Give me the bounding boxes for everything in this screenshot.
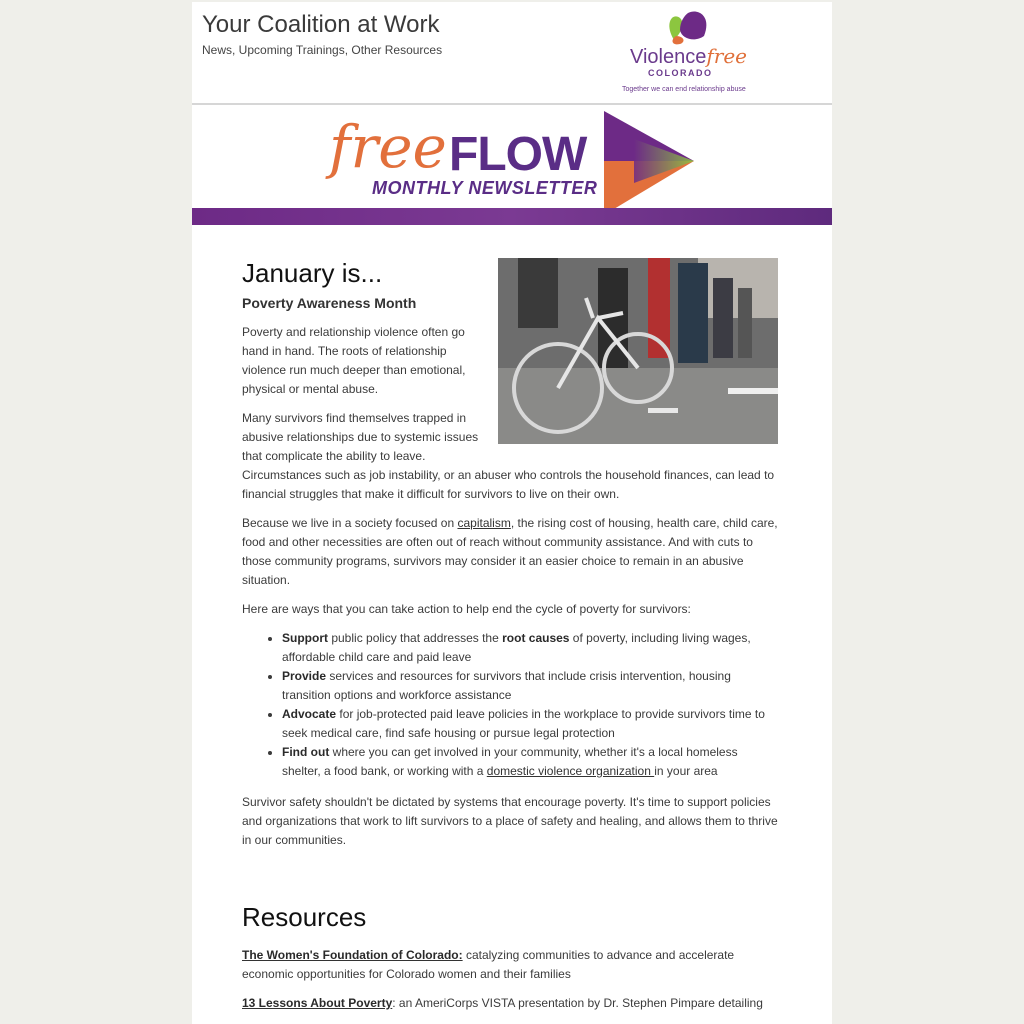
capitalism-link[interactable]: capitalism bbox=[457, 516, 511, 530]
poverty-lessons-link[interactable]: 13 Lessons About Poverty bbox=[242, 996, 393, 1010]
article-paragraph: Here are ways that you can take action to help end the cycle of poverty for survivors: bbox=[242, 602, 691, 616]
bicycle-crowd-image bbox=[498, 258, 778, 444]
list-item: • Provide services and resources for survivors that include crisis intervention, housing transition options and workforce assistance bbox=[282, 667, 778, 705]
resource-item: 13 Lessons About Poverty: an AmeriCorps VISTA presentation by Dr. Stephen Pimpare detailing bbox=[242, 996, 763, 1010]
article-subheading: Poverty Awareness Month bbox=[242, 295, 417, 311]
action-list bbox=[242, 629, 778, 781]
article-paragraph: Poverty and relationship violence often go hand in hand. The roots of relationship violence run much deeper than emotional, physical or mental abuse. bbox=[242, 325, 466, 396]
logo-state: COLORADO bbox=[648, 68, 713, 78]
banner-free-text: free bbox=[329, 113, 447, 181]
article-paragraph: Survivor safety shouldn't be dictated by systems that encourage poverty. It's time to support policies and organizations that work to lift survivors to a place of safety and healing, and allows them to thrive in our communities. bbox=[242, 795, 778, 847]
list-item: • Find out where you can get involved in your community, whether it's a local homeless shelter, a food bank, or working with a domestic violence organization in your area bbox=[282, 743, 778, 781]
list-item: • Support public policy that addresses the root causes of poverty, including living wages, affordable child care and paid leave bbox=[282, 629, 778, 667]
article-paragraph: Many survivors find themselves trapped in abusive relationships due to systemic issues that complicate the ability to leave. Circumstances such as job instability, or an abuser who controls the household finances, can lead to financial struggles that make it difficult for survivors to live on their own. bbox=[242, 411, 775, 501]
play-arrow-icon bbox=[604, 111, 696, 217]
bicycle-photo bbox=[498, 258, 778, 444]
article-heading: January is... bbox=[242, 258, 383, 288]
article-paragraph: Because we live in a society focused on capitalism, the rising cost of housing, health care, child care, food and other necessities are often out of reach without community assistance. And with cuts to those community programs, survivors may consider it an easier choice to remain in an abusive situation. bbox=[242, 516, 778, 587]
freeflow-banner bbox=[192, 105, 832, 225]
banner-stripe bbox=[192, 208, 832, 225]
list-item: • Advocate for job-protected paid leave policies in the workplace to provide survivors time to seek medical care, find safe housing or pursue legal protection bbox=[282, 705, 778, 743]
violence-free-colorado-logo[interactable] bbox=[622, 10, 762, 98]
dv-organization-link[interactable]: domestic violence organization bbox=[486, 764, 655, 778]
logo-wordmark: Violencefree bbox=[630, 44, 747, 68]
header-subtitle: News, Upcoming Trainings, Other Resources bbox=[202, 43, 443, 57]
resource-item: The Women's Foundation of Colorado: catalyzing communities to advance and accelerate economic opportunities for Colorado women and their families bbox=[242, 948, 735, 981]
header-title: Your Coalition at Work bbox=[202, 11, 440, 38]
article-content bbox=[242, 258, 778, 1023]
newsletter-header bbox=[192, 2, 832, 105]
womens-foundation-link[interactable]: The Women's Foundation of Colorado: bbox=[242, 948, 463, 962]
banner-subtitle: MONTHLY NEWSLETTER bbox=[372, 178, 598, 198]
banner-flow-text: FLOW bbox=[449, 128, 587, 181]
logo-tagline: Together we can end relationship abuse bbox=[622, 86, 746, 93]
resources-heading: Resources bbox=[242, 902, 367, 932]
